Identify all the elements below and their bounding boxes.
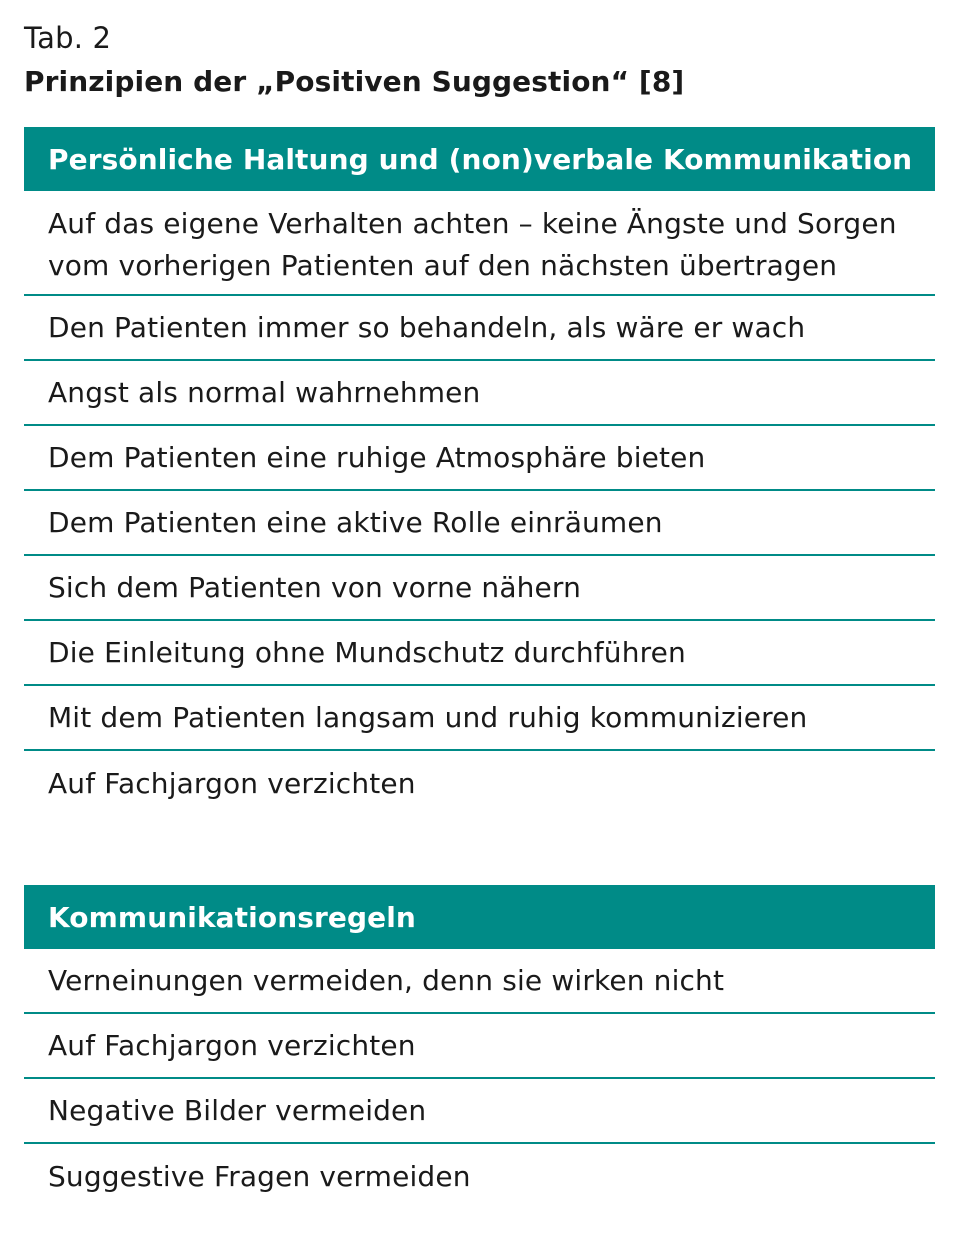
section-heading: Kommunikationsregeln <box>24 885 935 949</box>
section-heading: Persönliche Haltung und (non)verbale Kommunikation <box>24 127 935 191</box>
table-row: Angst als normal wahrnehmen <box>24 361 935 426</box>
table-row: Auf Fachjargon verzichten <box>24 1014 935 1079</box>
table-row: Auf das eigene Verhalten achten – keine Ängste und Sorgen vom vorherigen Patienten auf den nächsten übertragen <box>24 191 935 296</box>
table-row: Den Patienten immer so behandeln, als wäre er wach <box>24 296 935 361</box>
table-row: Negative Bilder vermeiden <box>24 1079 935 1144</box>
table-row: Die Einleitung ohne Mundschutz durchführen <box>24 621 935 686</box>
table-row: Sich dem Patienten von vorne nähern <box>24 556 935 621</box>
table-label: Tab. 2 <box>24 21 112 55</box>
section-personal-attitude <box>24 127 935 816</box>
table-row: Suggestive Fragen vermeiden <box>48 1159 471 1193</box>
table-row: Verneinungen vermeiden, denn sie wirken nicht <box>24 949 935 1014</box>
table-title: Prinzipien der „Positiven Suggestion“ [8] <box>24 65 685 98</box>
table-row: Dem Patienten eine ruhige Atmosphäre bieten <box>24 426 935 491</box>
table-row: Auf Fachjargon verzichten <box>48 766 416 800</box>
section-communication-rules <box>24 885 935 1209</box>
table-row: Dem Patienten eine aktive Rolle einräumen <box>24 491 935 556</box>
table-row: Mit dem Patienten langsam und ruhig kommunizieren <box>24 686 935 751</box>
